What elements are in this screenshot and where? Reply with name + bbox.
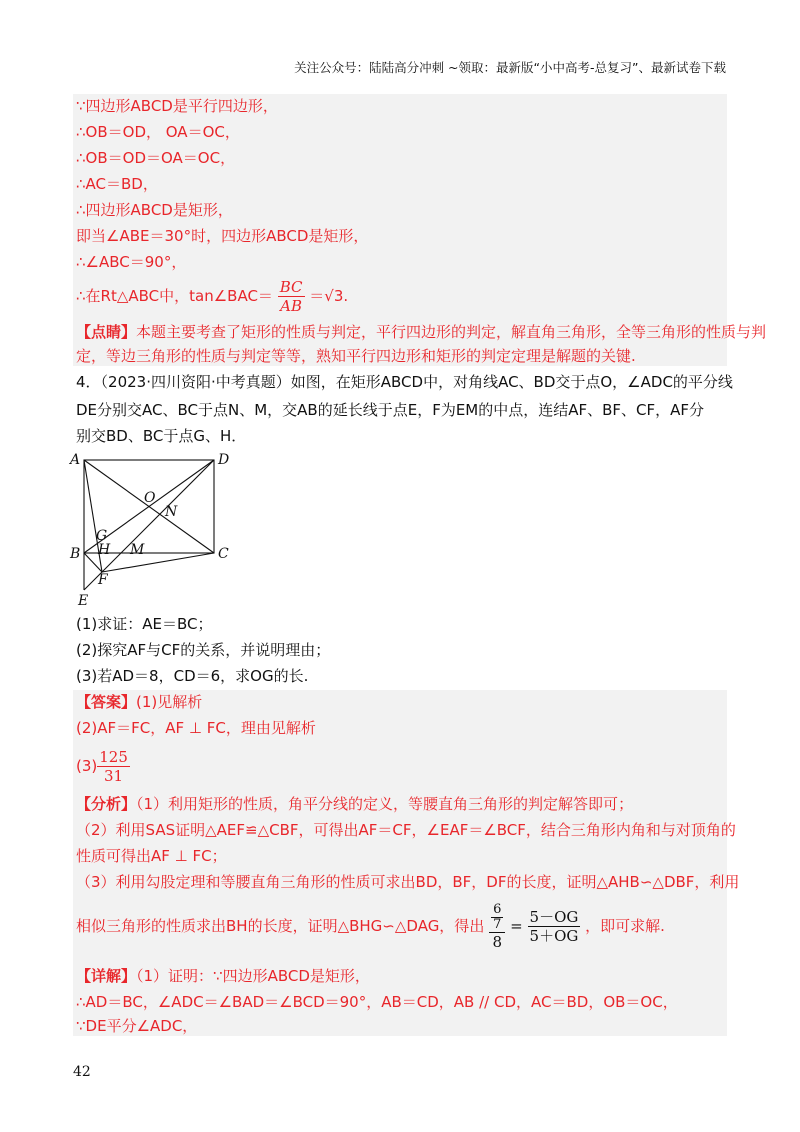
ratio-fraction <box>489 903 505 951</box>
ratio-inner-fraction <box>491 903 503 932</box>
label-a: A <box>70 452 81 468</box>
comment-line-1 <box>76 320 766 344</box>
answer-line-3 <box>76 746 130 786</box>
question-line-3: 别交BD、BC于点G、H． <box>76 427 247 445</box>
question-line-1: 4．（2023·四川资阳·中考真题）如图，在矩形ABCD中，对角线AC、BD交于点O，∠ADC的平分线 <box>76 373 733 391</box>
analysis-text-1: （1）利用矩形的性质，角平分线的定义，等腰直角三角形的判定解答即可； <box>136 795 634 813</box>
comment-text-1: 本题主要考查了矩形的性质与判定，平行四边形的判定，解直角三角形，全等三角形的性质与判 <box>136 323 767 341</box>
label-b: B <box>70 546 81 562</box>
answer-3-numerator: 125 <box>99 748 128 766</box>
analysis-line-1 <box>76 792 633 816</box>
answer-3-prefix: (3) <box>76 757 98 775</box>
question-line-2: DE分别交AC、BC于点N、M，交AB的延长线于点E，F为EM的中点，连结AF、BF、CF，AF分 <box>76 401 705 419</box>
tan-denominator: AB <box>280 297 303 315</box>
og-numerator: 5－OG <box>529 908 579 926</box>
label-n: N <box>165 504 178 520</box>
proof-line: ∴四边形ABCD是矩形， <box>76 201 233 219</box>
analysis-text-5: 相似三角形的性质求出BH的长度，证明△BHG∽△DAG，得出 <box>76 917 485 935</box>
ratio-inner-num: 6 <box>493 901 502 917</box>
analysis-suffix-5: ，即可求解. <box>585 917 665 935</box>
ratio-bottom: 8 <box>492 932 503 951</box>
geometry-figure <box>68 448 248 608</box>
label-c: C <box>218 546 229 562</box>
ratio-top <box>489 903 505 933</box>
label-d: D <box>218 452 230 468</box>
page-number: 42 <box>73 1064 91 1080</box>
detail-line-2: ∴AD＝BC，∠ADC＝∠BAD＝∠BCD＝90°，AB＝CD，AB // CD，AC＝BD，OB＝OC， <box>76 993 678 1011</box>
label-e: E <box>78 593 89 608</box>
question-part-2: (2)探究AF与CF的关系，并说明理由； <box>76 641 331 659</box>
answer-3-denominator: 31 <box>104 767 124 785</box>
og-fraction <box>528 908 581 945</box>
question-part-3: (3)若AD＝8，CD＝6，求OG的长. <box>76 667 309 685</box>
detail-text-1: （1）证明：∵四边形ABCD是矩形， <box>136 967 370 985</box>
tan-line <box>76 276 348 316</box>
analysis-line-5: 相似三角形的性质求出BH的长度，证明△BHG∽△DAG，得出 $\frac{\frac{6}{7}}{8}$ = $\frac{5-OG}{5+OG}$ ，即可求解. <box>76 901 665 951</box>
label-o: O <box>144 490 156 506</box>
analysis-line-2: （2）利用SAS证明△AEF≌△CBF，可得出AF＝CF，∠EAF＝∠BCF，结合三角形内角和与对顶角的 <box>76 821 736 839</box>
page-header: 关注公众号：陆陆高分冲刺 ~领取：最新版“小中高考-总复习”、最新试卷下载 <box>294 60 726 75</box>
answer-2: (2)AF＝FC，AF ⊥ FC，理由见解析 <box>76 719 316 737</box>
ratio-inner-den: 7 <box>493 916 502 932</box>
proof-line: ∴∠ABC＝90°， <box>76 253 187 271</box>
answer-3-fraction <box>97 748 130 785</box>
label-f: F <box>98 572 108 588</box>
og-denominator: 5＋OG <box>529 927 579 945</box>
analysis-line-3: 性质可得出AF ⊥ FC； <box>76 847 227 865</box>
label-g: G <box>96 528 108 544</box>
detail-line-3: ∵DE平分∠ADC， <box>76 1017 198 1035</box>
proof-line: 即当∠ABE＝30°时，四边形ABCD是矩形， <box>76 227 369 245</box>
detail-line-1 <box>76 964 370 988</box>
tan-fraction <box>278 278 305 315</box>
tan-suffix: ＝√3. <box>309 287 349 305</box>
proof-line: ∴OB＝OD＝OA＝OC， <box>76 149 236 167</box>
answer-tag: 【答案】 <box>76 693 137 711</box>
analysis-line-4: （3）利用勾股定理和等腰直角三角形的性质可求出BD，BF，DF的长度，证明△AHB∽△DBF，利用 <box>76 873 740 891</box>
comment-tag: 【点睛】 <box>76 323 137 341</box>
proof-line: ∴AC＝BD， <box>76 175 158 193</box>
tan-numerator: BC <box>279 278 303 296</box>
proof-line: ∴OB＝OD， OA＝OC， <box>76 123 240 141</box>
proof-line: ∵四边形ABCD是平行四边形， <box>76 97 278 115</box>
label-m: M <box>130 542 145 558</box>
answer-line-1 <box>76 690 202 714</box>
question-part-1: (1)求证：AE＝BC； <box>76 615 213 633</box>
analysis-tag: 【分析】 <box>76 795 137 813</box>
tan-prefix: ∴在Rt△ABC中，tan∠BAC＝ <box>76 287 273 305</box>
line-de <box>84 460 214 590</box>
detail-tag: 【详解】 <box>76 967 137 985</box>
label-h: H <box>98 542 111 558</box>
comment-line-2: 定，等边三角形的性质与判定等等，熟知平行四边形和矩形的判定定理是解题的关键. <box>76 347 636 365</box>
answer-1: (1)见解析 <box>136 693 203 711</box>
